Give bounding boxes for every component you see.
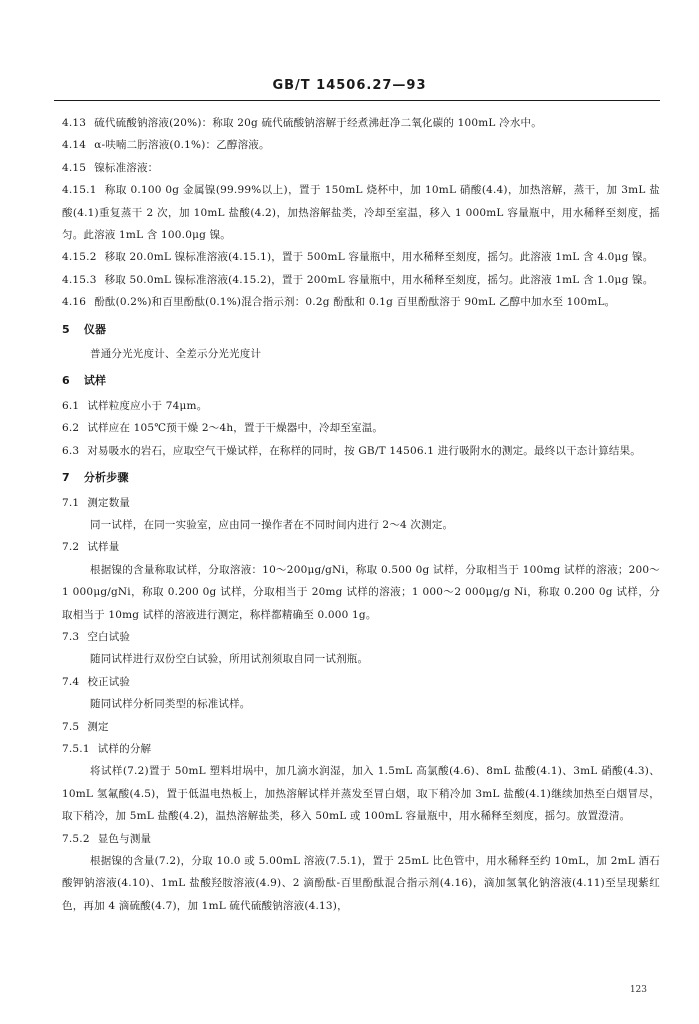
clause-number: 4.14 (62, 139, 87, 152)
numbered-clause (62, 157, 660, 179)
clause-text: 试样粒度应小于 74μm。 (87, 399, 208, 412)
clause-text: 显色与测量 (97, 832, 152, 845)
clause-number: 7.2 (62, 541, 80, 554)
clause-number: 4.15.3 (62, 273, 97, 286)
section-heading (62, 370, 660, 392)
clause-number: 4.15.2 (62, 251, 97, 264)
body-paragraph (62, 514, 660, 536)
clause-number: 4.16 (62, 296, 87, 309)
numbered-clause (62, 440, 660, 462)
clause-text: 测定 (87, 720, 109, 733)
clause-number: 7.5 (62, 720, 80, 733)
clause-text: 普通分光光度计、全差示分光光度计 (90, 348, 262, 361)
numbered-clause (62, 112, 660, 134)
clause-number: 6.3 (62, 444, 80, 457)
clause-text: 试样 (83, 374, 107, 388)
body-paragraph (62, 693, 660, 715)
clause-number: 6 (62, 374, 70, 388)
document-body (62, 112, 660, 917)
clause-text: 称取 0.100 0g 金属镍(99.99%以上)，置于 150mL 烧杯中，加 10mL 硝酸(4.4)，加热溶解，蒸干，加 3mL 盐酸(4.1)重复蒸干 2 次，加 10mL 盐酸(4.2)，加热溶解盐类，冷却至室温，移入 1 000mL 容量瓶中，用水稀释至刻度，摇匀。此溶液 1mL 含 100.0μg 镍。 (62, 184, 660, 242)
clause-number: 4.13 (62, 117, 87, 129)
numbered-clause (62, 246, 660, 268)
numbered-clause (62, 417, 660, 439)
clause-number: 7.4 (62, 675, 80, 688)
numbered-clause (62, 269, 660, 291)
section-heading (62, 319, 660, 341)
clause-text: 根据镍的含量(7.2)，分取 10.0 或 5.00mL 溶液(7.5.1)，置于 25mL 比色管中，用水稀释至约 10mL，加 2mL 酒石酸钾钠溶液(4.10)、1mL 盐酸羟胺溶液(4.9)、2 滴酚酞-百里酚酞混合指示剂(4.16)，滴加氢氧化钠溶液(4.11)至呈现紫红色，再加 4 滴硫酸(4.7)，加 1mL 硫代硫酸钠溶液(4.13)， (62, 855, 660, 912)
numbered-clause (62, 716, 660, 738)
clause-number: 7.3 (62, 630, 80, 643)
clause-number: 4.15 (62, 161, 87, 174)
clause-text: 试样量 (87, 541, 120, 554)
clause-number: 6.1 (62, 399, 80, 412)
clause-text: 空白试验 (87, 630, 131, 643)
page-number: 123 (629, 985, 647, 995)
clause-text: 校正试验 (87, 675, 131, 688)
header-rule (54, 100, 660, 101)
numbered-clause (62, 626, 660, 648)
clause-text: 测定数量 (87, 496, 131, 509)
clause-number: 7.1 (62, 496, 80, 509)
clause-number: 6.2 (62, 422, 80, 435)
numbered-clause (62, 738, 660, 760)
numbered-clause (62, 536, 660, 558)
body-paragraph (62, 760, 660, 827)
clause-number: 7.5.2 (62, 832, 90, 845)
clause-number: 5 (62, 322, 70, 336)
clause-text: 分析步骤 (83, 471, 129, 485)
clause-text: 酚酞(0.2%)和百里酚酞(0.1%)混合指示剂：0.2g 酚酞和 0.1g 百里酚酞溶于 90mL 乙醇中加水至 100mL。 (94, 296, 616, 309)
standard-header: GB/T 14506.27—93 (272, 78, 427, 93)
clause-text: 将试样(7.2)置于 50mL 塑料坩埚中，加几滴水润湿，加入 1.5mL 高氯酸(4.6)、8mL 盐酸(4.1)、3mL 硝酸(4.3)、10mL 氢氟酸(4.5)，置于低温电热板上，加热溶解试样并蒸发至冒白烟，取下稍冷加 3mL 盐酸(4.1)继续加热至白烟冒尽，取下稍冷，加 5mL 盐酸(4.2)，温热溶解盐类，移入 50mL 或 100mL 容量瓶中，用水稀释至刻度，摇匀。放置澄清。 (62, 765, 660, 823)
clause-text: 根据镍的含量称取试样，分取溶液：10～200μg/gNi，称取 0.500 0g 试样，分取相当于 100mg 试样的溶液；200～1 000μg/gNi，称取 0.200 0g 试样，分取相当于 20mg 试样的溶液；1 000～2 000μg/g Ni，称取 0.200 0g 试样，分取相当于 10mg 试样的溶液进行测定，称样都精确至 0.000 1g。 (62, 563, 660, 621)
body-paragraph (62, 559, 660, 626)
clause-number: 4.15.1 (62, 184, 97, 197)
clause-text: 仪器 (83, 322, 107, 336)
clause-text: 对易吸水的岩石，应取空气干燥试样，在称样的同时，按 GB/T 14506.1 进行吸附水的测定。最终以干态计算结果。 (87, 444, 641, 457)
body-paragraph (62, 343, 660, 365)
clause-text: 随同试样进行双份空白试验，所用试剂须取自同一试剂瓶。 (90, 653, 369, 666)
clause-text: 移取 20.0mL 镍标准溶液(4.15.1)，置于 500mL 容量瓶中，用水稀释至刻度，摇匀。此溶液 1mL 含 4.0μg 镍。 (104, 251, 654, 264)
clause-text: α-呋喃二肟溶液(0.1%)：乙醇溶液。 (94, 139, 270, 152)
clause-text: 移取 50.0mL 镍标准溶液(4.15.2)，置于 200mL 容量瓶中，用水稀释至刻度，摇匀。此溶液 1mL 含 1.0μg 镍。 (104, 273, 654, 286)
clause-text: 试样的分解 (97, 742, 152, 755)
clause-number: 7 (62, 471, 70, 485)
numbered-clause (62, 179, 660, 246)
body-paragraph (62, 850, 660, 917)
numbered-clause (62, 671, 660, 693)
clause-number: 7.5.1 (62, 742, 90, 755)
numbered-clause (62, 395, 660, 417)
numbered-clause (62, 134, 660, 156)
body-paragraph (62, 648, 660, 670)
numbered-clause (62, 828, 660, 850)
numbered-clause (62, 291, 660, 313)
clause-text: 硫代硫酸钠溶液(20%)：称取 20g 硫代硫酸钠溶解于经煮沸赶净二氧化碳的 100mL 冷水中。 (94, 117, 542, 129)
section-heading (62, 467, 660, 489)
clause-text: 随同试样分析同类型的标准试样。 (90, 698, 251, 711)
clause-text: 试样应在 105℃预干燥 2～4h，置于干燥器中，冷却至室温。 (87, 422, 384, 435)
numbered-clause (62, 492, 660, 514)
clause-text: 同一试样，在同一实验室，应由同一操作者在不同时间内进行 2～4 次测定。 (90, 518, 454, 531)
clause-text: 镍标准溶液： (94, 161, 159, 174)
